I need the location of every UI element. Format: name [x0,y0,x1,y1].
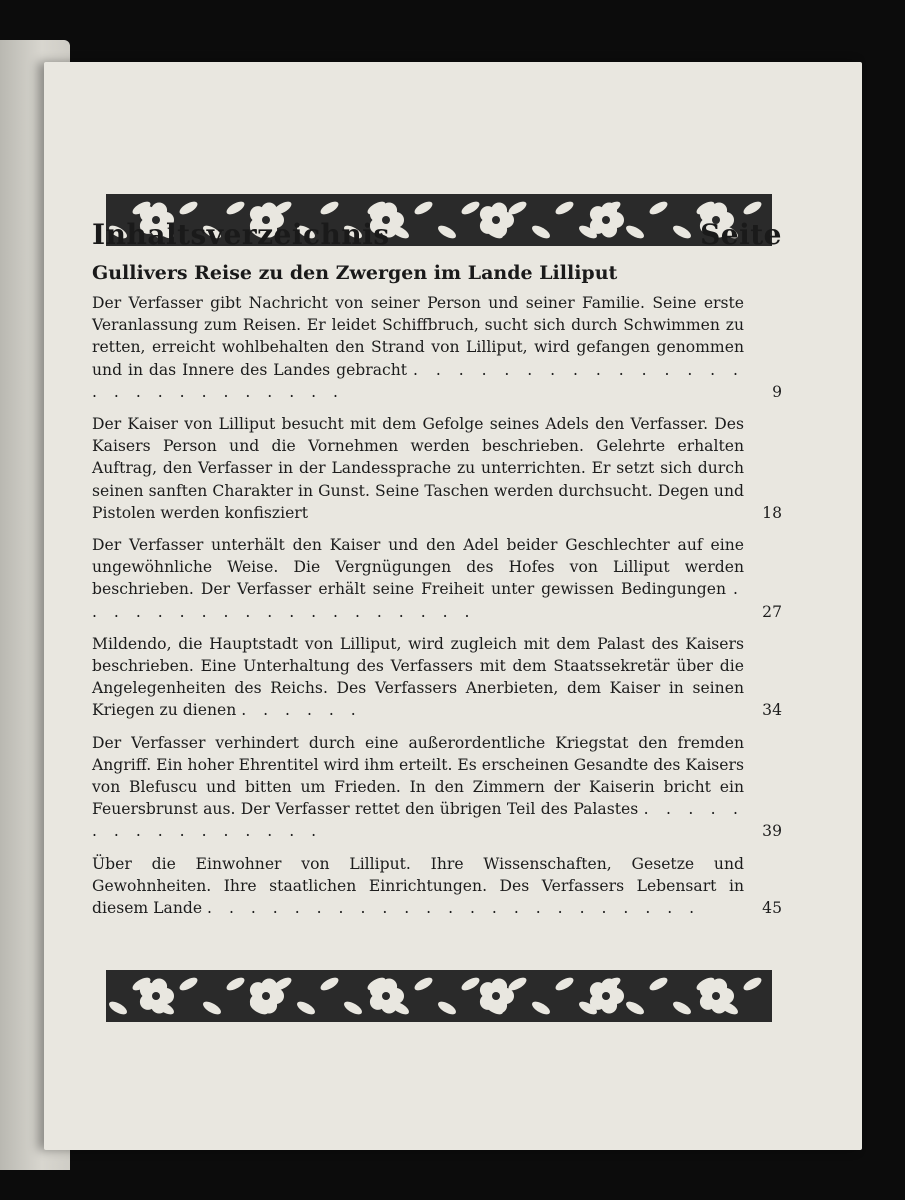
section-title: Gullivers Reise zu den Zwergen im Lande Lilliput [92,262,618,284]
dot-leader: . . . . . . [241,701,362,720]
floral-border-icon [106,966,772,1026]
toc-entry-page: 39 [762,822,782,841]
toc-entry[interactable] [92,534,782,623]
toc-entry-page: 34 [762,701,782,720]
toc-entry[interactable] [92,732,782,843]
toc-entry-page: 27 [762,602,782,621]
toc-entry-text: Der Verfasser verhindert durch eine außerordentliche Kriegstat den fremden Angriff. Ein hoher Ehrentitel wird ihm erteilt. Es erscheinen Gesandte des Kaisers von Blefuscu und bitten um Frieden. In den Zimmern der Kaiserin bricht ein Feuersbrunst aus. Der Verfasser rettet den übrigen Teil des Palastes [92,733,744,819]
dot-leader: . . . . . . . . . . . . . . . . . . . [92,580,744,621]
toc-entry[interactable] [92,633,782,722]
toc-entry-page: 9 [772,382,782,401]
toc-entry-page: 45 [762,899,782,918]
toc-heading-row [92,218,782,251]
toc-entry-text: Mildendo, die Hauptstadt von Lilliput, wird zugleich mit dem Palast des Kaisers beschrieben. Eine Unterhaltung des Verfassers mit dem Staatssekretär über die Angelegenheiten des Reichs. Des Verfassers Anerbieten, dem Kaiser in seinen Kriegen zu dienen [92,634,744,720]
toc-entry-page: 18 [762,503,782,522]
dot-leader: . . . . . . . . . . . . . . . . . . . . . . . [207,899,701,918]
toc-entry-text: Der Kaiser von Lilliput besucht mit dem Gefolge seines Adels den Verfasser. Des Kaisers Person und die Vornehmen werden beschrieben. Gelehrte erhalten Auftrag, den Verfasser in der Landessprache zu unterrichten. Er setzt sich durch seinen sanften Charakter in Gunst. Seine Taschen werden durchsucht. Degen und Pistolen werden konfisziert [92,415,744,522]
toc-entries [92,292,782,929]
toc-entry[interactable] [92,292,782,403]
toc-entry-text: Der Verfasser unterhält den Kaiser und den Adel beider Geschlechter auf eine ungewöhnliche Weise. Die Vergnügungen des Hofes von Lilliput werden beschrieben. Der Verfasser erhält seine Freiheit unter gewissen Bedingungen [92,536,744,599]
toc-entry[interactable] [92,853,782,920]
toc-title: Inhaltsverzeichnis [92,218,390,251]
dot-leader: . . . . . . . . . . . . . . . . [92,800,744,841]
toc-entry-text: Der Verfasser gibt Nachricht von seiner Person und seiner Familie. Seine erste Veranlassung zum Reisen. Er leidet Schiffbruch, sucht sich durch Schwimmen zu retten, erreicht wohlbehalten den Strand von Lilliput, wird gefangen genommen und in das Innere des Landes gebracht [92,294,744,379]
dot-leader: . . . . . . . . . . . . . . . . . . . . . . . . . . . [92,360,744,401]
bottom-floral-border [106,966,772,1026]
toc-entry[interactable] [92,413,782,524]
page-column-label: Seite [700,218,782,251]
toc-entry-text: Über die Einwohner von Lilliput. Ihre Wissenschaften, Gesetze und Gewohnheiten. Ihre staatlichen Einrichtungen. Des Verfassers Lebensart in diesem Lande [92,854,744,918]
